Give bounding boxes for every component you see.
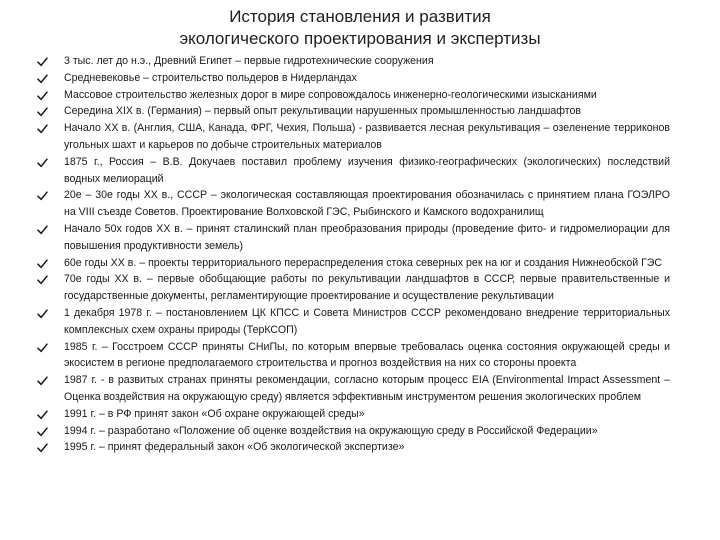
list-item-text: 1994 г. – разработано «Положение об оценке воздействия на окружающую среду в Российской Федерации»	[64, 424, 598, 437]
list-item	[0, 255, 720, 272]
checkmark-icon	[37, 158, 48, 168]
checkmark-icon	[37, 259, 48, 269]
checkmark-icon	[37, 275, 48, 285]
list-item	[0, 70, 720, 87]
list-item-text: Начало XX в. (Англия, США, Канада, ФРГ, Чехия, Польша) - развивается лесная рекультивация – озеленение терриконов угольных шахт и карьеров по добыче строительных материалов	[64, 122, 670, 151]
list-item	[0, 339, 720, 373]
checkmark-icon	[37, 124, 48, 134]
checkmark-icon	[37, 91, 48, 101]
checkmark-icon	[37, 107, 48, 117]
list-item-text: 1987 г. - в развитых странах приняты рекомендации, согласно которым процесс EIA (Environmental Impact Assessment – Оценка воздействия на окружающую среду) является эффективным инструментом решения экологических проблем	[64, 374, 670, 403]
list-item	[0, 87, 720, 104]
checkmark-icon	[37, 410, 48, 420]
list-item	[0, 53, 720, 70]
checkmark-icon	[37, 443, 48, 453]
checkmark-icon	[37, 309, 48, 319]
title-line-1: История становления и развития	[229, 7, 491, 26]
checkmark-icon	[37, 427, 48, 437]
checkmark-icon	[37, 57, 48, 67]
history-list	[0, 53, 720, 456]
list-item-text: 1875 г., Россия – В.В. Докучаев поставил проблему изучения физико-географических (экологических) последствий водных мелиораций	[64, 155, 670, 185]
page-title	[120, 6, 600, 50]
list-item-text: 3 тыс. лет до н.э., Древний Египет – первые гидротехнические сооружения	[64, 55, 434, 67]
list-item-text: Середина XIX в. (Германия) – первый опыт рекультивации нарушенных промышленностью ландшафтов	[64, 105, 582, 118]
list-item	[0, 439, 720, 456]
list-item	[0, 187, 720, 221]
checkmark-icon	[37, 74, 48, 84]
list-item	[0, 271, 720, 305]
list-item-text: 70е годы XX в. – первые обобщающие работы по рекультивации ландшафтов в СССР, первые правительственные и государственные документы, регламентирующие проектирование и осуществление рекультивации	[64, 273, 670, 303]
list-item-text: Массовое строительство железных дорог в мире сопровождалось инженерно-геологическими изысканиями	[64, 88, 597, 101]
list-item-text: 20е – 30е годы XX в., СССР – экологическая составляющая проектирования обозначилась с принятием плана ГОЭЛРО на VIII съезде Советов. Проектирование Волховской ГЭС, Рыбинского и Камского водохранилищ	[64, 189, 670, 219]
list-item-text: 1985 г. – Госстроем СССР приняты СНиПы, по которым впервые требовалась оценка состояния окружающей среды и экосистем в регионе предполагаемого строительства и прогноз воздействия на них со стороны проекта	[64, 340, 670, 370]
list-item	[0, 221, 720, 255]
list-item-text: 1 декабря 1978 г. – постановлением ЦК КПСС и Совета Министров СССР рекомендовано внедрение территориальных комплексных схем охраны природы (ТерКСОП)	[64, 306, 670, 336]
list-item-text: 60е годы XX в. – проекты территориального перераспределения стока северных рек на юг и создания Нижнеобской ГЭС	[64, 256, 663, 269]
list-item	[0, 120, 720, 154]
checkmark-icon	[37, 343, 48, 353]
checkmark-icon	[37, 225, 48, 235]
list-item-text: 1991 г. – в РФ принят закон «Об охране окружающей среды»	[64, 407, 365, 420]
list-item-text: Начало 50х годов XX в. – принят сталинский план преобразования природы (проведение фито- и гидромелиорации для повышения продуктивности земель)	[64, 222, 670, 252]
checkmark-icon	[37, 191, 48, 201]
list-item	[0, 154, 720, 188]
list-item-text: Средневековье – строительство польдеров в Нидерландах	[64, 71, 357, 84]
title-line-2: экологического проектирования и экспертизы	[179, 29, 541, 48]
list-item-text: 1995 г. – принят федеральный закон «Об экологической экспертизе»	[64, 441, 405, 454]
list-item	[0, 406, 720, 423]
list-item	[0, 305, 720, 339]
checkmark-icon	[37, 376, 48, 386]
list-item	[0, 103, 720, 120]
list-item	[0, 372, 720, 406]
list-item	[0, 423, 720, 440]
